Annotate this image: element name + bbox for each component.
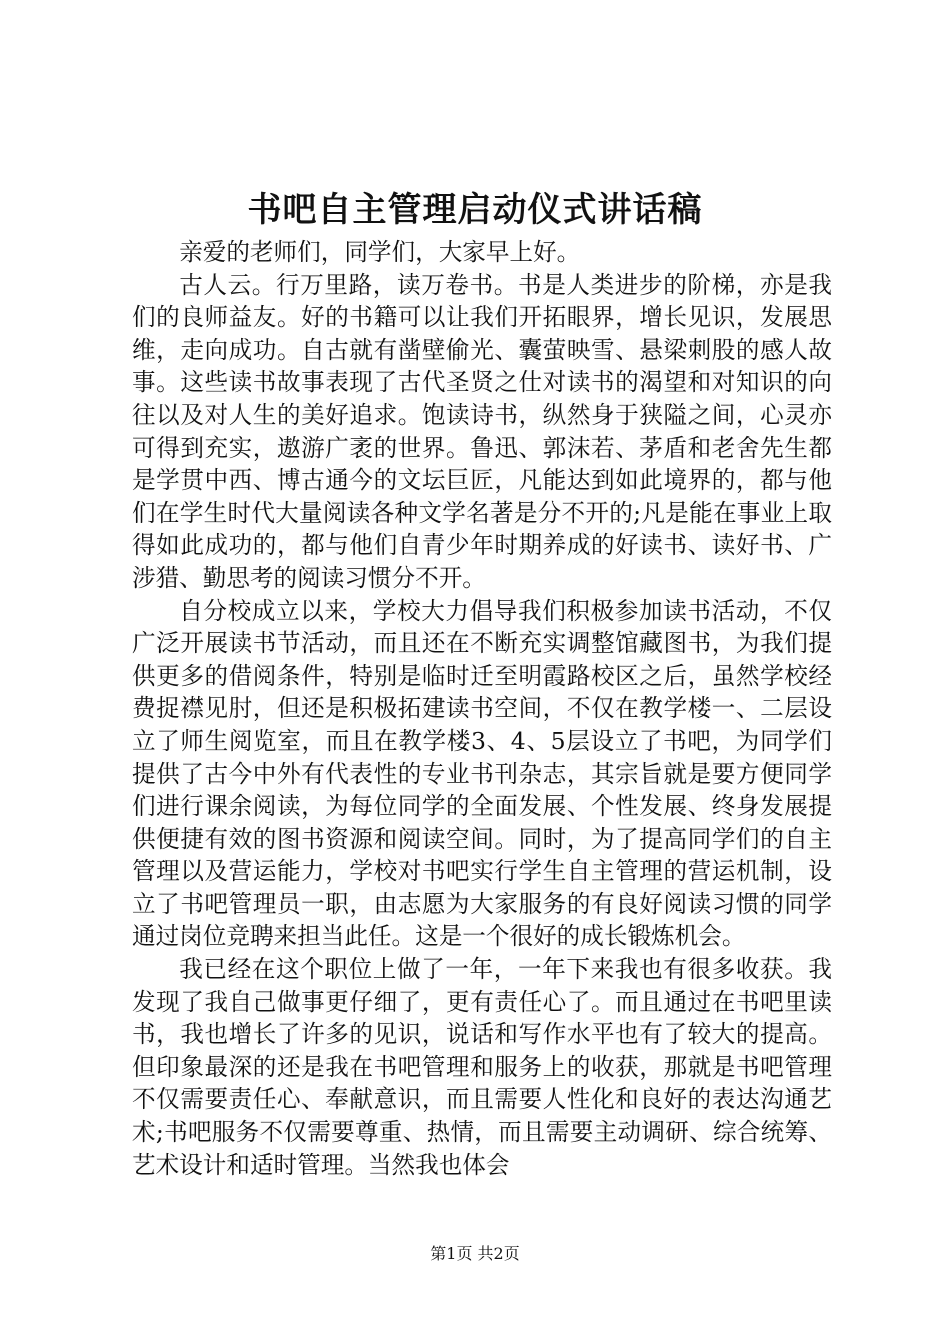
document-body xyxy=(132,236,832,1181)
paragraph-school-initiative: 自分校成立以来，学校大力倡导我们积极参加读书活动，不仅广泛开展读书节活动，而且还在不断充实调整馆藏图书，为我们提供更多的借阅条件，特别是临时迁至明霞路校区之后，虽然学校经费捉襟见肘，但还是积极拓建读书空间，不仅在教学楼一、二层设立了师生阅览室，而且在教学楼3、4、5层设立了书吧，为同学们提供了古今中外有代表性的专业书刊杂志，其宗旨就是要方便同学们进行课余阅读，为每位同学的全面发展、个性发展、终身发展提供便捷有效的图书资源和阅读空间。同时，为了提高同学们的自主管理以及营运能力，学校对书吧实行学生自主管理的营运机制，设立了书吧管理员一职，由志愿为大家服务的有良好阅读习惯的同学通过岗位竞聘来担当此任。这是一个很好的成长锻炼机会。 xyxy=(132,596,832,951)
document-title: 书吧自主管理启动仪式讲话稿 xyxy=(247,190,703,230)
paragraph-personal-experience: 我已经在这个职位上做了一年，一年下来我也有很多收获。我发现了我自己做事更仔细了，更有责任心了。而且通过在书吧里读书，我也增长了许多的见识，说话和写作水平也有了较大的提高。但印象最深的还是我在书吧管理和服务上的收获，那就是书吧管理不仅需要责任心、奉献意识，而且需要人性化和良好的表达沟通艺术;书吧服务不仅需要尊重、热情，而且需要主动调研、综合统筹、艺术设计和适时管理。当然我也体会 xyxy=(132,955,832,1179)
paragraph-reading-history: 古人云。行万里路，读万卷书。书是人类进步的阶梯，亦是我们的良师益友。好的书籍可以让我们开拓眼界，增长见识，发展思维，走向成功。自古就有凿壁偷光、囊萤映雪、悬梁刺股的感人故事。这些读书故事表现了古代圣贤之仕对读书的渴望和对知识的向往以及对人生的美好追求。饱读诗书，纵然身于狭隘之间，心灵亦可得到充实，遨游广袤的世界。鲁迅、郭沫若、茅盾和老舍先生都是学贯中西、博古通今的文坛巨匠，凡能达到如此境界的，都与他们在学生时代大量阅读各种文学名著是分不开的;凡是能在事业上取得如此成功的，都与他们自青少年时期养成的好读书、读好书、广涉猎、勤思考的阅读习惯分不开。 xyxy=(132,270,832,592)
page-number-footer: 第1页 共2页 xyxy=(430,1244,520,1263)
paragraph-greeting: 亲爱的老师们，同学们，大家早上好。 xyxy=(179,238,581,266)
